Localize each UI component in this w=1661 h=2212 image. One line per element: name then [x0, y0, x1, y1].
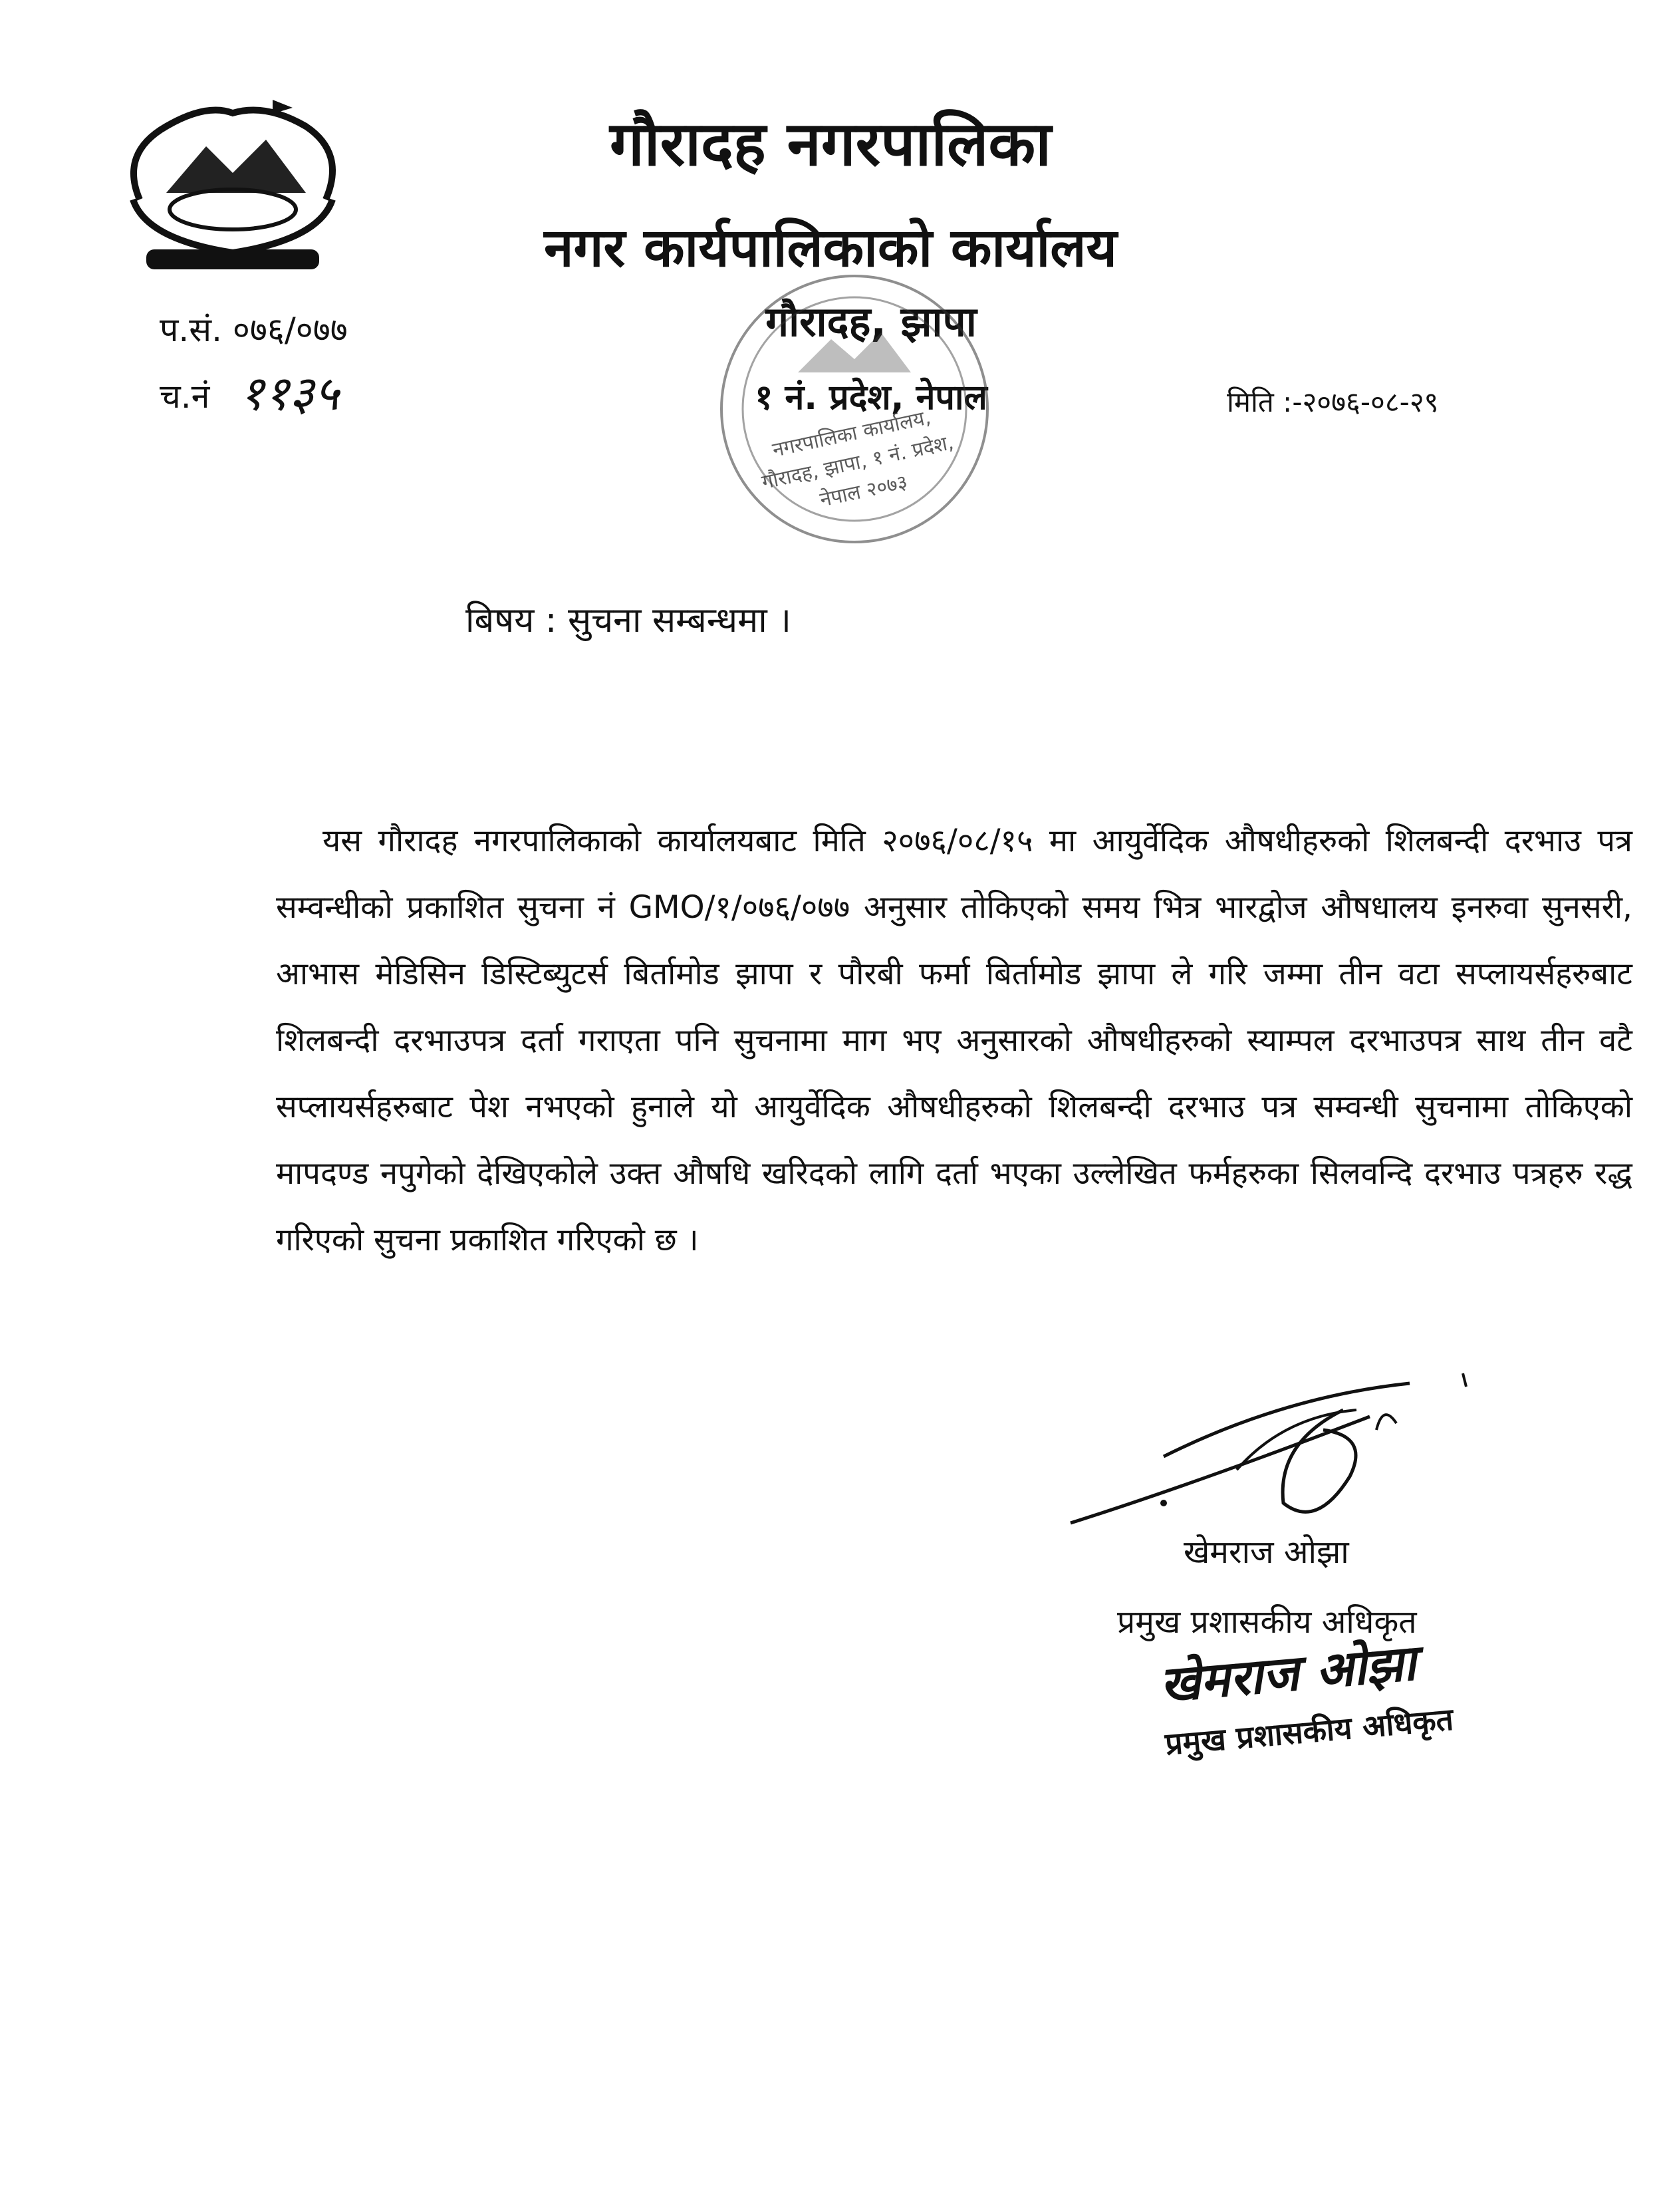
- signatory-name: खेमराज ओझा: [1184, 1534, 1349, 1571]
- letter-body: यस गौरादह नगरपालिकाको कार्यालयबाट मिति २०७६/०८/१५ मा आयुर्वेदिक औषधीहरुको शिलबन्दी दरभाउ पत्र सम्वन्धीको प्रकाशित सुचना नं GMO/१/०७६/०७७ अनुसार तोकिएको समय भित्र भारद्वोज औषधालय इनरुवा सुनसरी, आभास मेडिसिन डिस्टिब्युटर्स बिर्तामोड झापा र पौरबी फर्मा बिर्तामोड झापा ले गरि जम्मा तीन वटा सप्लायर्सहरुबाट शिलबन्दी दरभाउपत्र दर्ता गराएता पनि सुचनामा माग भए अनुसारको औषधीहरुको स्याम्पल दरभाउपत्र साथ तीन वटै सप्लायर्सहरुबाट पेश नभएको हुनाले यो आयुर्वेदिक औषधीहरुको शिलबन्दी दरभाउ पत्र सम्वन्धी सुचनामा तोकिएको मापदण्ड नपुगेको देखिएकोले उक्त औषधि खरिदको लागि दर्ता भएका उल्लेखित फर्महरुका सिलवन्दि दरभाउ पत्रहरु रद्ध गरिएको सुचना प्रकाशित गरिएको छ ।: [276, 823, 1632, 1258]
- province-line: १ नं. प्रदेश, नेपाल: [755, 378, 987, 418]
- dispatch-label: च.नं: [160, 377, 210, 416]
- handwritten-signature: [1064, 1370, 1489, 1543]
- reference-number: प.सं. ०७६/०७७: [160, 311, 348, 349]
- signatory-designation: प्रमुख प्रशासकीय अधिकृत: [1117, 1603, 1417, 1641]
- name-stamp-designation: प्रमुख प्रशासकीय अधिकृत: [1164, 1701, 1455, 1762]
- seal-text: नगरपालिका कार्यालय, गौरादह, झापा, १ नं. प्रदेश, नेपाल २०७३: [759, 406, 956, 512]
- letter-subject: बिषय : सुचना सम्बन्धमा ।: [465, 601, 791, 640]
- location-line: गौरादह, झापा: [765, 297, 977, 346]
- office-seal-stamp: [698, 266, 1011, 552]
- office-title: नगर कार्यपालिकाको कार्यालय: [544, 217, 1117, 279]
- name-stamp-name: खेमराज ओझा: [1157, 1634, 1418, 1714]
- dispatch-number: ११३५: [239, 365, 339, 421]
- letter-date: मिति :-२०७६-०८-२९: [1227, 386, 1439, 418]
- municipality-title: गौरादह नगरपालिका: [609, 108, 1052, 180]
